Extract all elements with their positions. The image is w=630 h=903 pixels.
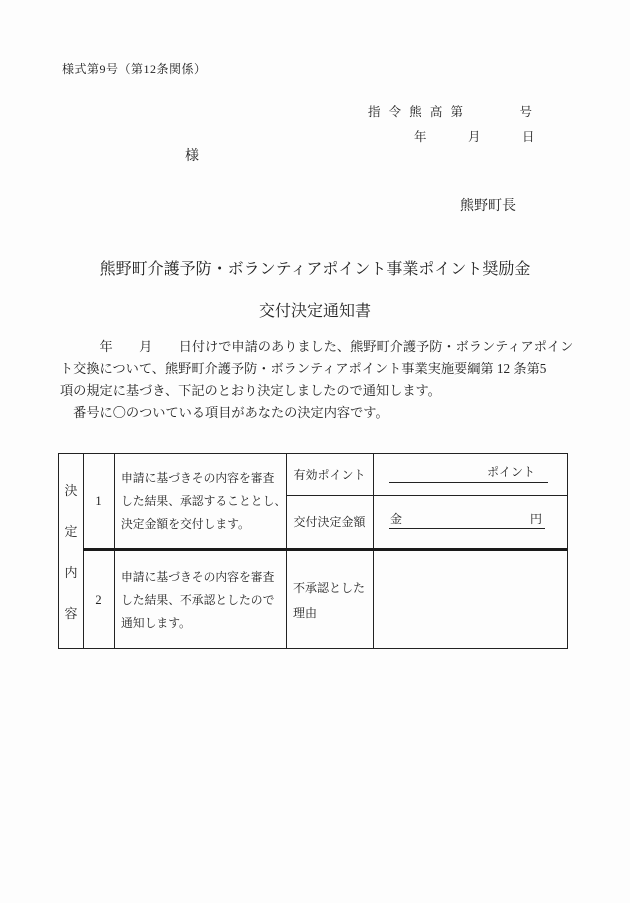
row2-description bbox=[114, 551, 286, 650]
directive-prefix: 指 令 熊 高 第 bbox=[368, 105, 466, 119]
description-line: した結果、不承認としたので bbox=[121, 593, 275, 607]
grant-amount-label: 交付決定金額 bbox=[293, 515, 366, 529]
rejection-reason-blank bbox=[374, 552, 567, 648]
vertical-header-char: 容 bbox=[64, 606, 78, 621]
description-line: 決定金額を交付します。 bbox=[121, 516, 250, 531]
directive-suffix: 号 bbox=[519, 105, 533, 119]
vertical-header-char: 内 bbox=[64, 565, 78, 580]
table-vertical-header bbox=[59, 454, 83, 648]
valid-points-blank: ポイント bbox=[389, 461, 548, 483]
description-line: した結果、承認することとし、 bbox=[121, 493, 287, 508]
body-line: ト交換について、熊野町介護予防・ボランティアポイント事業実施要綱第 12 条第5 bbox=[60, 361, 547, 376]
body-line: 項の規定に基づき、下記のとおり決定しましたので通知します。 bbox=[60, 383, 441, 398]
valid-points-label: 有効ポイント bbox=[293, 468, 366, 482]
row1-description bbox=[114, 454, 286, 548]
date-line: 年 月 日 bbox=[414, 130, 536, 144]
description-line: 通知します。 bbox=[121, 616, 191, 630]
form-number: 様式第9号（第12条関係） bbox=[62, 62, 207, 76]
decision-table bbox=[58, 453, 568, 649]
description-line: 申請に基づきその内容を審査 bbox=[121, 470, 275, 485]
row1-number: 1 bbox=[95, 493, 102, 508]
document-title-line2: 交付決定通知書 bbox=[258, 303, 371, 320]
grant-amount-blank bbox=[389, 507, 545, 529]
description-line: 申請に基づきその内容を審査 bbox=[121, 570, 275, 584]
amount-prefix: 金 bbox=[390, 512, 403, 526]
vertical-header-char: 決 bbox=[64, 483, 78, 498]
addressee-honorific: 様 bbox=[185, 149, 199, 164]
directive-number-line bbox=[368, 102, 532, 120]
document-title-line1: 熊野町介護予防・ボランティアポイント事業ポイント奨励金 bbox=[99, 261, 531, 278]
sender-name: 熊野町長 bbox=[460, 199, 516, 214]
body-line: 年 月 日付けで申請のありました、熊野町介護予防・ボランティアポイン bbox=[60, 339, 574, 354]
amount-suffix: 円 bbox=[529, 512, 542, 526]
body-line: 番号に〇のついている項目があなたの決定内容です。 bbox=[60, 405, 389, 420]
rejection-reason-label: 不承認とした理由 bbox=[293, 580, 366, 620]
row2-number: 2 bbox=[95, 593, 102, 607]
vertical-header-char: 定 bbox=[64, 524, 78, 539]
body-paragraph bbox=[60, 336, 573, 424]
